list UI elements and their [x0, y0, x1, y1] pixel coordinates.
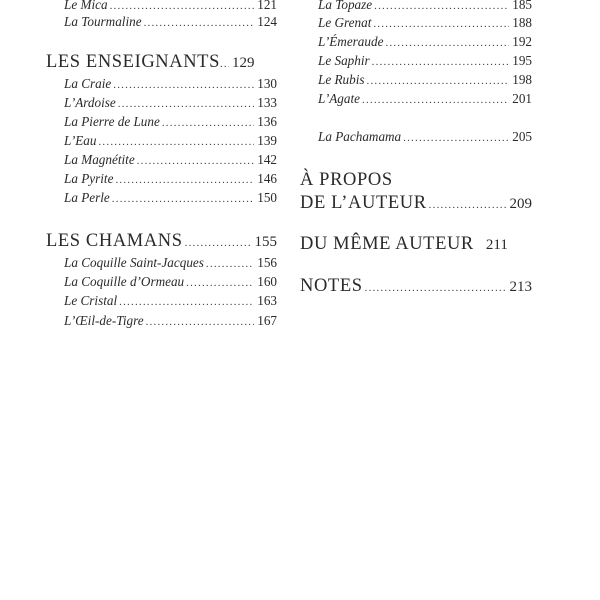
section-heading-chamans[interactable] [46, 229, 277, 255]
toc-entry[interactable] [64, 93, 277, 112]
toc-entry[interactable] [64, 272, 277, 291]
toc-entry-title: L’Eau [64, 133, 97, 148]
toc-entry[interactable] [64, 253, 277, 272]
toc-entry-page: 121 [257, 0, 277, 12]
section-heading-enseignants[interactable] [46, 50, 277, 76]
section-heading-du-meme-auteur[interactable] [300, 232, 532, 257]
dot-leader [365, 276, 506, 300]
toc-entry-page: 192 [512, 34, 532, 49]
toc-entry-page: 198 [512, 72, 532, 87]
section-heading-page: 129 [231, 55, 255, 71]
toc-entry[interactable] [64, 291, 277, 310]
section-heading-title: DU MÊME AUTEUR [300, 234, 474, 254]
toc-entry-page: 205 [512, 129, 532, 144]
toc-entry-page: 195 [512, 53, 532, 68]
toc-entry-title: La Tourmaline [64, 14, 142, 29]
toc-entry-title: L’Ardoise [64, 95, 116, 110]
dot-leader [185, 231, 251, 255]
section-heading-title: À PROPOS [300, 170, 393, 190]
toc-entry-title: Le Grenat [318, 15, 372, 30]
toc-entry-page: 156 [257, 255, 277, 270]
toc-entry-page: 160 [257, 274, 277, 289]
dot-leader [429, 193, 506, 217]
dot-leader [220, 52, 229, 76]
dot-leader [144, 14, 255, 33]
toc-entry[interactable] [318, 0, 532, 14]
section-heading-page: 155 [254, 234, 277, 250]
toc-entry-page: 124 [257, 14, 277, 29]
section-heading-title: LES ENSEIGNANTS [46, 52, 220, 72]
section-heading-title: DE L’AUTEUR [300, 193, 427, 213]
toc-entry-title: L’Émeraude [318, 34, 384, 49]
toc-entry-page: 185 [512, 0, 532, 12]
toc-entry[interactable] [318, 89, 532, 108]
toc-entry-title: Le Mica [64, 0, 108, 12]
toc-entry-title: Le Rubis [318, 72, 365, 87]
toc-entry-page: 136 [257, 114, 277, 129]
toc-entry[interactable] [318, 51, 532, 70]
section-heading-title: LES CHAMANS [46, 231, 183, 251]
toc-entry-page: 188 [512, 15, 532, 30]
toc-entry-title: Le Cristal [64, 293, 118, 308]
toc-entry-title: La Magnétite [64, 152, 135, 167]
toc-entry[interactable] [318, 127, 532, 146]
toc-entry-title: La Craie [64, 76, 112, 91]
toc-entry-title: Le Saphir [318, 53, 370, 68]
toc-entry-page: 133 [257, 95, 277, 110]
section-heading-page: 211 [485, 237, 508, 253]
dot-leader [362, 91, 509, 110]
toc-entry-title: La Topaze [318, 0, 373, 12]
dot-leader [119, 293, 254, 312]
section-heading-page: 213 [509, 279, 532, 295]
toc-entry-page: 150 [257, 190, 277, 205]
toc-entry[interactable] [318, 32, 532, 51]
toc-entry-page: 130 [257, 76, 277, 91]
toc-entry-title: L’Œil-de-Tigre [64, 313, 144, 328]
toc-entry-title: La Coquille Saint-Jacques [64, 255, 204, 270]
toc-entry[interactable] [318, 13, 532, 32]
dot-leader [112, 190, 254, 209]
dot-leader [403, 129, 509, 148]
dot-leader [146, 313, 255, 332]
toc-entry-page: 139 [257, 133, 277, 148]
section-heading-title: NOTES [300, 276, 363, 296]
section-heading-page: 209 [509, 196, 532, 212]
toc-entry-page: 167 [257, 313, 277, 328]
toc-entry[interactable] [318, 70, 532, 89]
toc-entry-page: 146 [257, 171, 277, 186]
toc-entry[interactable] [64, 112, 277, 131]
toc-entry[interactable] [64, 131, 277, 150]
toc-entry[interactable] [64, 188, 277, 207]
toc-entry-title: La Pachamama [318, 129, 402, 144]
toc-entry-page: 163 [257, 293, 277, 308]
toc-entry[interactable] [64, 74, 277, 93]
toc-entry-title: La Pyrite [64, 171, 114, 186]
section-heading-apropos-line2[interactable] [300, 191, 532, 217]
toc-entry[interactable] [64, 169, 277, 188]
toc-entry[interactable] [64, 150, 277, 169]
toc-entry-title: La Pierre de Lune [64, 114, 160, 129]
toc-entry-page: 142 [257, 152, 277, 167]
toc-entry-title: L’Agate [318, 91, 360, 106]
toc-entry-title: La Coquille d’Ormeau [64, 274, 185, 289]
toc-entry-page: 201 [512, 91, 532, 106]
toc-entry[interactable] [64, 311, 277, 330]
section-heading-notes[interactable] [300, 274, 532, 300]
toc-entry[interactable] [64, 12, 277, 31]
section-heading-apropos[interactable] [300, 168, 532, 192]
toc-entry-title: La Perle [64, 190, 110, 205]
